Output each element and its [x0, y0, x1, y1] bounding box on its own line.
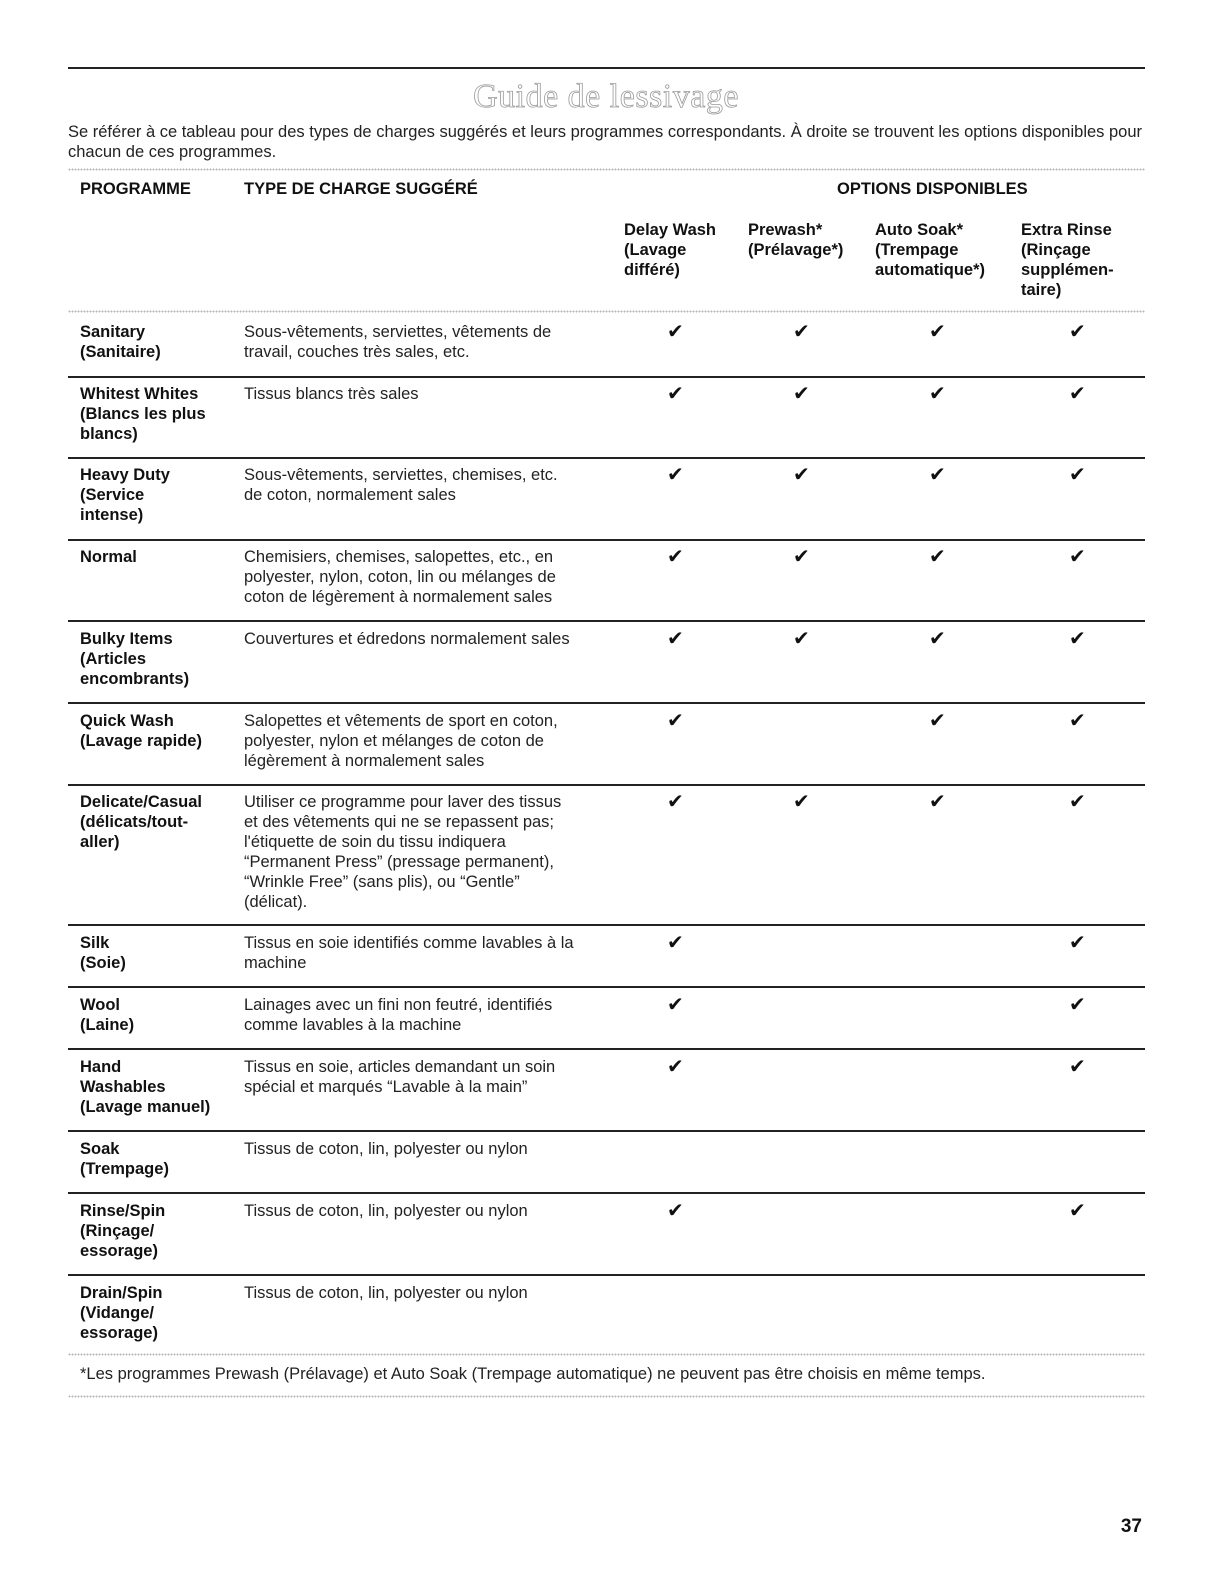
option-header-line: supplémen-	[1021, 261, 1114, 279]
load-description-line: travail, couches très sales, etc.	[244, 343, 470, 361]
program-name-line: Sanitary	[80, 323, 146, 341]
checkmark-icon: ✔	[1069, 546, 1086, 568]
checkmark-icon: ✔	[929, 628, 946, 650]
checkmark-icon: ✔	[929, 710, 946, 732]
load-description-line: Sous-vêtements, serviettes, vêtements de	[244, 323, 552, 341]
program-name	[80, 711, 240, 751]
intro-text: Se référer à ce tableau pour des types de charges suggérés et leurs programmes correspondants. À droite se trouvent les options disponibles pour chacun de ces programmes.	[68, 123, 1143, 161]
load-description-line: l'étiquette de soin du tissu indiquera	[244, 833, 506, 851]
program-name-line: Bulky Items	[80, 630, 173, 648]
load-description	[244, 1139, 614, 1159]
program-name-line: Washables	[80, 1078, 166, 1096]
option-header-line: (Trempage	[875, 241, 959, 259]
checkmark-icon: ✔	[929, 546, 946, 568]
program-name	[80, 547, 240, 567]
load-description-line: Chemisiers, chemises, salopettes, etc., en	[244, 548, 554, 566]
load-description-line: de coton, normalement sales	[244, 486, 456, 504]
program-name	[80, 1201, 240, 1261]
load-description-line: coton de légèrement à normalement sales	[244, 588, 553, 606]
program-name-line: (Vidange/	[80, 1304, 154, 1322]
load-description-line: Tissus blancs très sales	[244, 385, 419, 403]
load-description-line: comme lavables à la machine	[244, 1016, 462, 1034]
load-description-line: machine	[244, 954, 307, 972]
row-divider	[68, 1130, 1145, 1132]
load-description-line: “Wrinkle Free” (sans plis), ou “Gentle”	[244, 873, 520, 891]
row-divider	[68, 1048, 1145, 1050]
page-title: Guide de lessivage	[473, 78, 739, 115]
row-divider	[68, 784, 1145, 786]
program-name-line: Heavy Duty	[80, 466, 170, 484]
checkmark-icon: ✔	[667, 791, 684, 813]
load-description	[244, 1057, 614, 1097]
program-name-line: Soak	[80, 1140, 120, 1158]
load-description	[244, 1283, 614, 1303]
header-options: OPTIONS DISPONIBLES	[837, 180, 1028, 198]
program-name-line: (Blancs les plus	[80, 405, 206, 423]
load-description-line: Tissus de coton, lin, polyester ou nylon	[244, 1202, 528, 1220]
load-description	[244, 933, 614, 973]
option-header-line: (Lavage	[624, 241, 687, 259]
checkmark-icon: ✔	[667, 1200, 684, 1222]
option-header-extra-rinse	[1021, 220, 1114, 300]
dotted-divider	[68, 1353, 1145, 1356]
header-load-type: TYPE DE CHARGE SUGGÉRÉ	[244, 180, 478, 198]
checkmark-icon: ✔	[667, 383, 684, 405]
load-description-line: polyester, nylon, coton, lin ou mélanges de	[244, 568, 556, 586]
checkmark-icon: ✔	[1069, 628, 1086, 650]
checkmark-icon: ✔	[929, 791, 946, 813]
program-name-line: (Lavage manuel)	[80, 1098, 211, 1116]
footnote: *Les programmes Prewash (Prélavage) et Auto Soak (Trempage automatique) ne peuvent pas être choisis en même temps.	[80, 1365, 986, 1383]
program-name	[80, 465, 240, 525]
load-description	[244, 792, 614, 912]
option-header-line: Delay Wash	[624, 221, 717, 239]
header-programme: PROGRAMME	[80, 180, 191, 198]
program-name	[80, 792, 240, 852]
option-header-prewash	[748, 220, 843, 260]
program-name-line: (Laine)	[80, 1016, 135, 1034]
row-divider	[68, 924, 1145, 926]
checkmark-icon: ✔	[1069, 1056, 1086, 1078]
option-header-line: automatique*)	[875, 261, 986, 279]
checkmark-icon: ✔	[667, 464, 684, 486]
load-description-line: Couvertures et édredons normalement sales	[244, 630, 570, 648]
checkmark-icon: ✔	[667, 546, 684, 568]
program-name-line: Quick Wash	[80, 712, 174, 730]
program-name-line: Drain/Spin	[80, 1284, 163, 1302]
load-description-line: Tissus de coton, lin, polyester ou nylon	[244, 1140, 528, 1158]
checkmark-icon: ✔	[793, 791, 810, 813]
row-divider	[68, 539, 1145, 541]
load-description-line: Tissus en soie identifiés comme lavables à la	[244, 934, 574, 952]
row-divider	[68, 376, 1145, 378]
program-name-line: aller)	[80, 833, 120, 851]
option-header-line: Prewash*	[748, 221, 823, 239]
checkmark-icon: ✔	[1069, 994, 1086, 1016]
load-description-line: polyester, nylon et mélanges de coton de	[244, 732, 544, 750]
option-header-line: différé)	[624, 261, 680, 279]
option-header-delay-wash	[624, 220, 716, 280]
checkmark-icon: ✔	[667, 321, 684, 343]
option-header-auto-soak	[875, 220, 985, 280]
load-description-line: légèrement à normalement sales	[244, 752, 485, 770]
load-description-line: Tissus de coton, lin, polyester ou nylon	[244, 1284, 528, 1302]
checkmark-icon: ✔	[667, 710, 684, 732]
program-name-line: (délicats/tout-	[80, 813, 189, 831]
checkmark-icon: ✔	[793, 383, 810, 405]
option-header-line: (Prélavage*)	[748, 241, 844, 259]
program-name	[80, 1283, 240, 1343]
checkmark-icon: ✔	[929, 464, 946, 486]
program-name-line: (Sanitaire)	[80, 343, 161, 361]
load-description	[244, 465, 614, 505]
checkmark-icon: ✔	[667, 628, 684, 650]
program-name-line: Silk	[80, 934, 110, 952]
checkmark-icon: ✔	[1069, 791, 1086, 813]
load-description-line: et des vêtements qui ne se repassent pas;	[244, 813, 555, 831]
checkmark-icon: ✔	[1069, 464, 1086, 486]
row-divider	[68, 1274, 1145, 1276]
load-description	[244, 322, 614, 362]
checkmark-icon: ✔	[793, 628, 810, 650]
row-divider	[68, 702, 1145, 704]
checkmark-icon: ✔	[929, 321, 946, 343]
program-name	[80, 1139, 240, 1179]
load-description-line: (délicat).	[244, 893, 308, 911]
program-name	[80, 322, 240, 362]
option-header-line: taire)	[1021, 281, 1062, 299]
option-header-line: (Rinçage	[1021, 241, 1091, 259]
checkmark-icon: ✔	[1069, 710, 1086, 732]
program-name-line: (Service	[80, 486, 145, 504]
row-divider	[68, 620, 1145, 622]
program-name-line: essorage)	[80, 1324, 158, 1342]
program-name-line: (Lavage rapide)	[80, 732, 202, 750]
checkmark-icon: ✔	[1069, 932, 1086, 954]
checkmark-icon: ✔	[793, 464, 810, 486]
load-description-line: Lainages avec un fini non feutré, identifiés	[244, 996, 553, 1014]
load-description	[244, 547, 614, 607]
load-description-line: spécial et marqués “Lavable à la main”	[244, 1078, 528, 1096]
load-description	[244, 1201, 614, 1221]
program-name-line: Normal	[80, 548, 137, 566]
checkmark-icon: ✔	[667, 932, 684, 954]
dotted-divider	[68, 168, 1145, 171]
row-divider	[68, 986, 1145, 988]
dotted-divider	[68, 310, 1145, 313]
program-name-line: encombrants)	[80, 670, 190, 688]
option-header-line: Auto Soak*	[875, 221, 964, 239]
checkmark-icon: ✔	[667, 1056, 684, 1078]
load-description-line: Utiliser ce programme pour laver des tissus	[244, 793, 562, 811]
top-rule	[68, 67, 1145, 69]
checkmark-icon: ✔	[667, 994, 684, 1016]
load-description	[244, 995, 614, 1035]
checkmark-icon: ✔	[1069, 1200, 1086, 1222]
checkmark-icon: ✔	[929, 383, 946, 405]
program-name-line: Wool	[80, 996, 121, 1014]
program-name	[80, 995, 240, 1035]
checkmark-icon: ✔	[1069, 321, 1086, 343]
program-name-line: blancs)	[80, 425, 138, 443]
checkmark-icon: ✔	[1069, 383, 1086, 405]
load-description	[244, 384, 614, 404]
program-name-line: (Articles	[80, 650, 147, 668]
program-name-line: (Rinçage/	[80, 1222, 155, 1240]
load-description	[244, 711, 614, 771]
checkmark-icon: ✔	[793, 321, 810, 343]
program-name	[80, 384, 240, 444]
dotted-divider	[68, 1395, 1145, 1398]
load-description	[244, 629, 614, 649]
load-description-line: Tissus en soie, articles demandant un soin	[244, 1058, 556, 1076]
program-name-line: intense)	[80, 506, 144, 524]
program-name	[80, 933, 240, 973]
checkmark-icon: ✔	[793, 546, 810, 568]
option-header-line: Extra Rinse	[1021, 221, 1112, 239]
load-description-line: “Permanent Press” (pressage permanent),	[244, 853, 554, 871]
program-name-line: essorage)	[80, 1242, 158, 1260]
program-name-line: Whitest Whites	[80, 385, 199, 403]
load-description-line: Salopettes et vêtements de sport en coton,	[244, 712, 558, 730]
program-name-line: (Soie)	[80, 954, 126, 972]
program-name-line: (Trempage)	[80, 1160, 169, 1178]
page-number: 37	[1120, 1516, 1142, 1537]
row-divider	[68, 457, 1145, 459]
program-name-line: Rinse/Spin	[80, 1202, 166, 1220]
program-name	[80, 629, 240, 689]
load-description-line: Sous-vêtements, serviettes, chemises, etc.	[244, 466, 558, 484]
row-divider	[68, 1192, 1145, 1194]
program-name	[80, 1057, 240, 1117]
program-name-line: Delicate/Casual	[80, 793, 202, 811]
program-name-line: Hand	[80, 1058, 122, 1076]
